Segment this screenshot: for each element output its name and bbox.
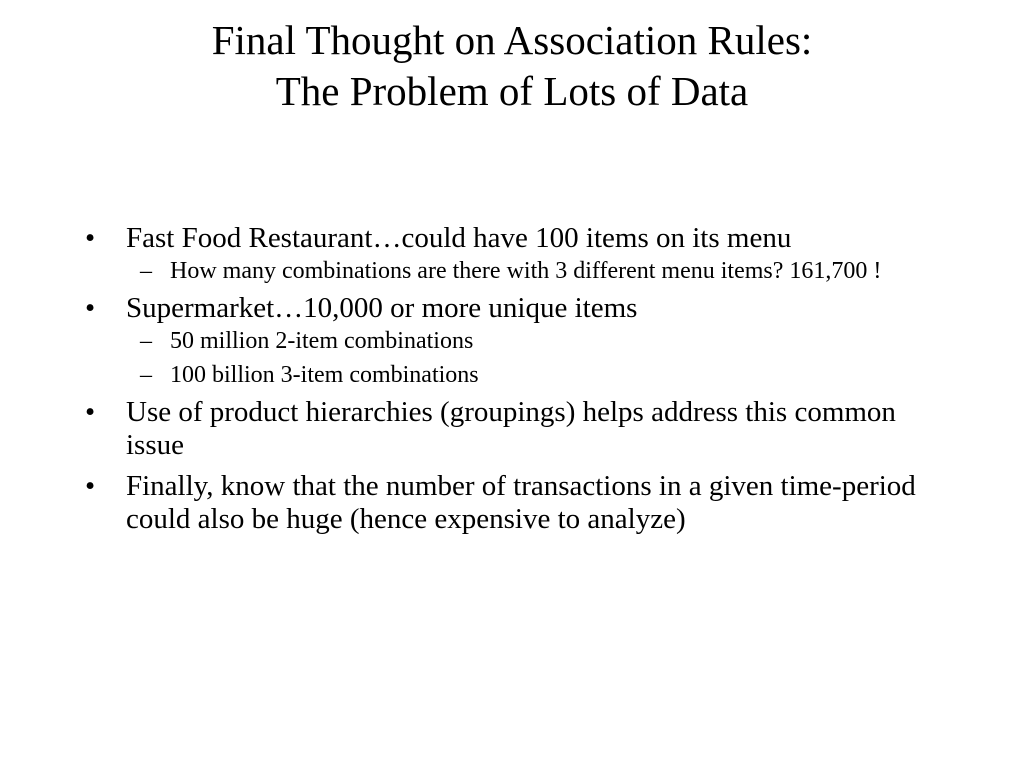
bullet-icon: • [85, 222, 96, 254]
bullet-text: Fast Food Restaurant…could have 100 items on its menu [126, 222, 792, 254]
bullet-list [85, 222, 945, 544]
slide-title [0, 15, 1024, 117]
sub-bullet-item-combinations [126, 258, 945, 284]
bullet-item-supermarket [85, 292, 945, 388]
bullet-item-hierarchies [85, 396, 945, 462]
sub-bullet-list [126, 258, 945, 284]
bullet-text: Finally, know that the number of transactions in a given time-period could also be huge (hence expensive to analyze) [126, 470, 916, 535]
slide-title-line-1: Final Thought on Association Rules: [211, 17, 813, 63]
sub-bullet-item-3-item [126, 362, 945, 388]
slide-title-line-2: The Problem of Lots of Data [275, 68, 749, 114]
dash-icon: – [140, 362, 152, 388]
sub-bullet-text: How many combinations are there with 3 different menu items? 161,700 ! [170, 258, 882, 284]
dash-icon: – [140, 258, 152, 284]
bullet-item-transactions [85, 470, 945, 536]
bullet-text: Use of product hierarchies (groupings) helps address this common issue [126, 396, 896, 461]
sub-bullet-item-2-item [126, 328, 945, 354]
bullet-icon: • [85, 396, 96, 428]
dash-icon: – [140, 328, 152, 354]
sub-bullet-list [126, 328, 945, 388]
sub-bullet-text: 100 billion 3-item combinations [170, 362, 479, 388]
bullet-icon: • [85, 292, 96, 324]
sub-bullet-text: 50 million 2-item combinations [170, 328, 474, 354]
bullet-item-fast-food [85, 222, 945, 284]
bullet-text: Supermarket…10,000 or more unique items [126, 292, 638, 324]
bullet-icon: • [85, 470, 96, 502]
